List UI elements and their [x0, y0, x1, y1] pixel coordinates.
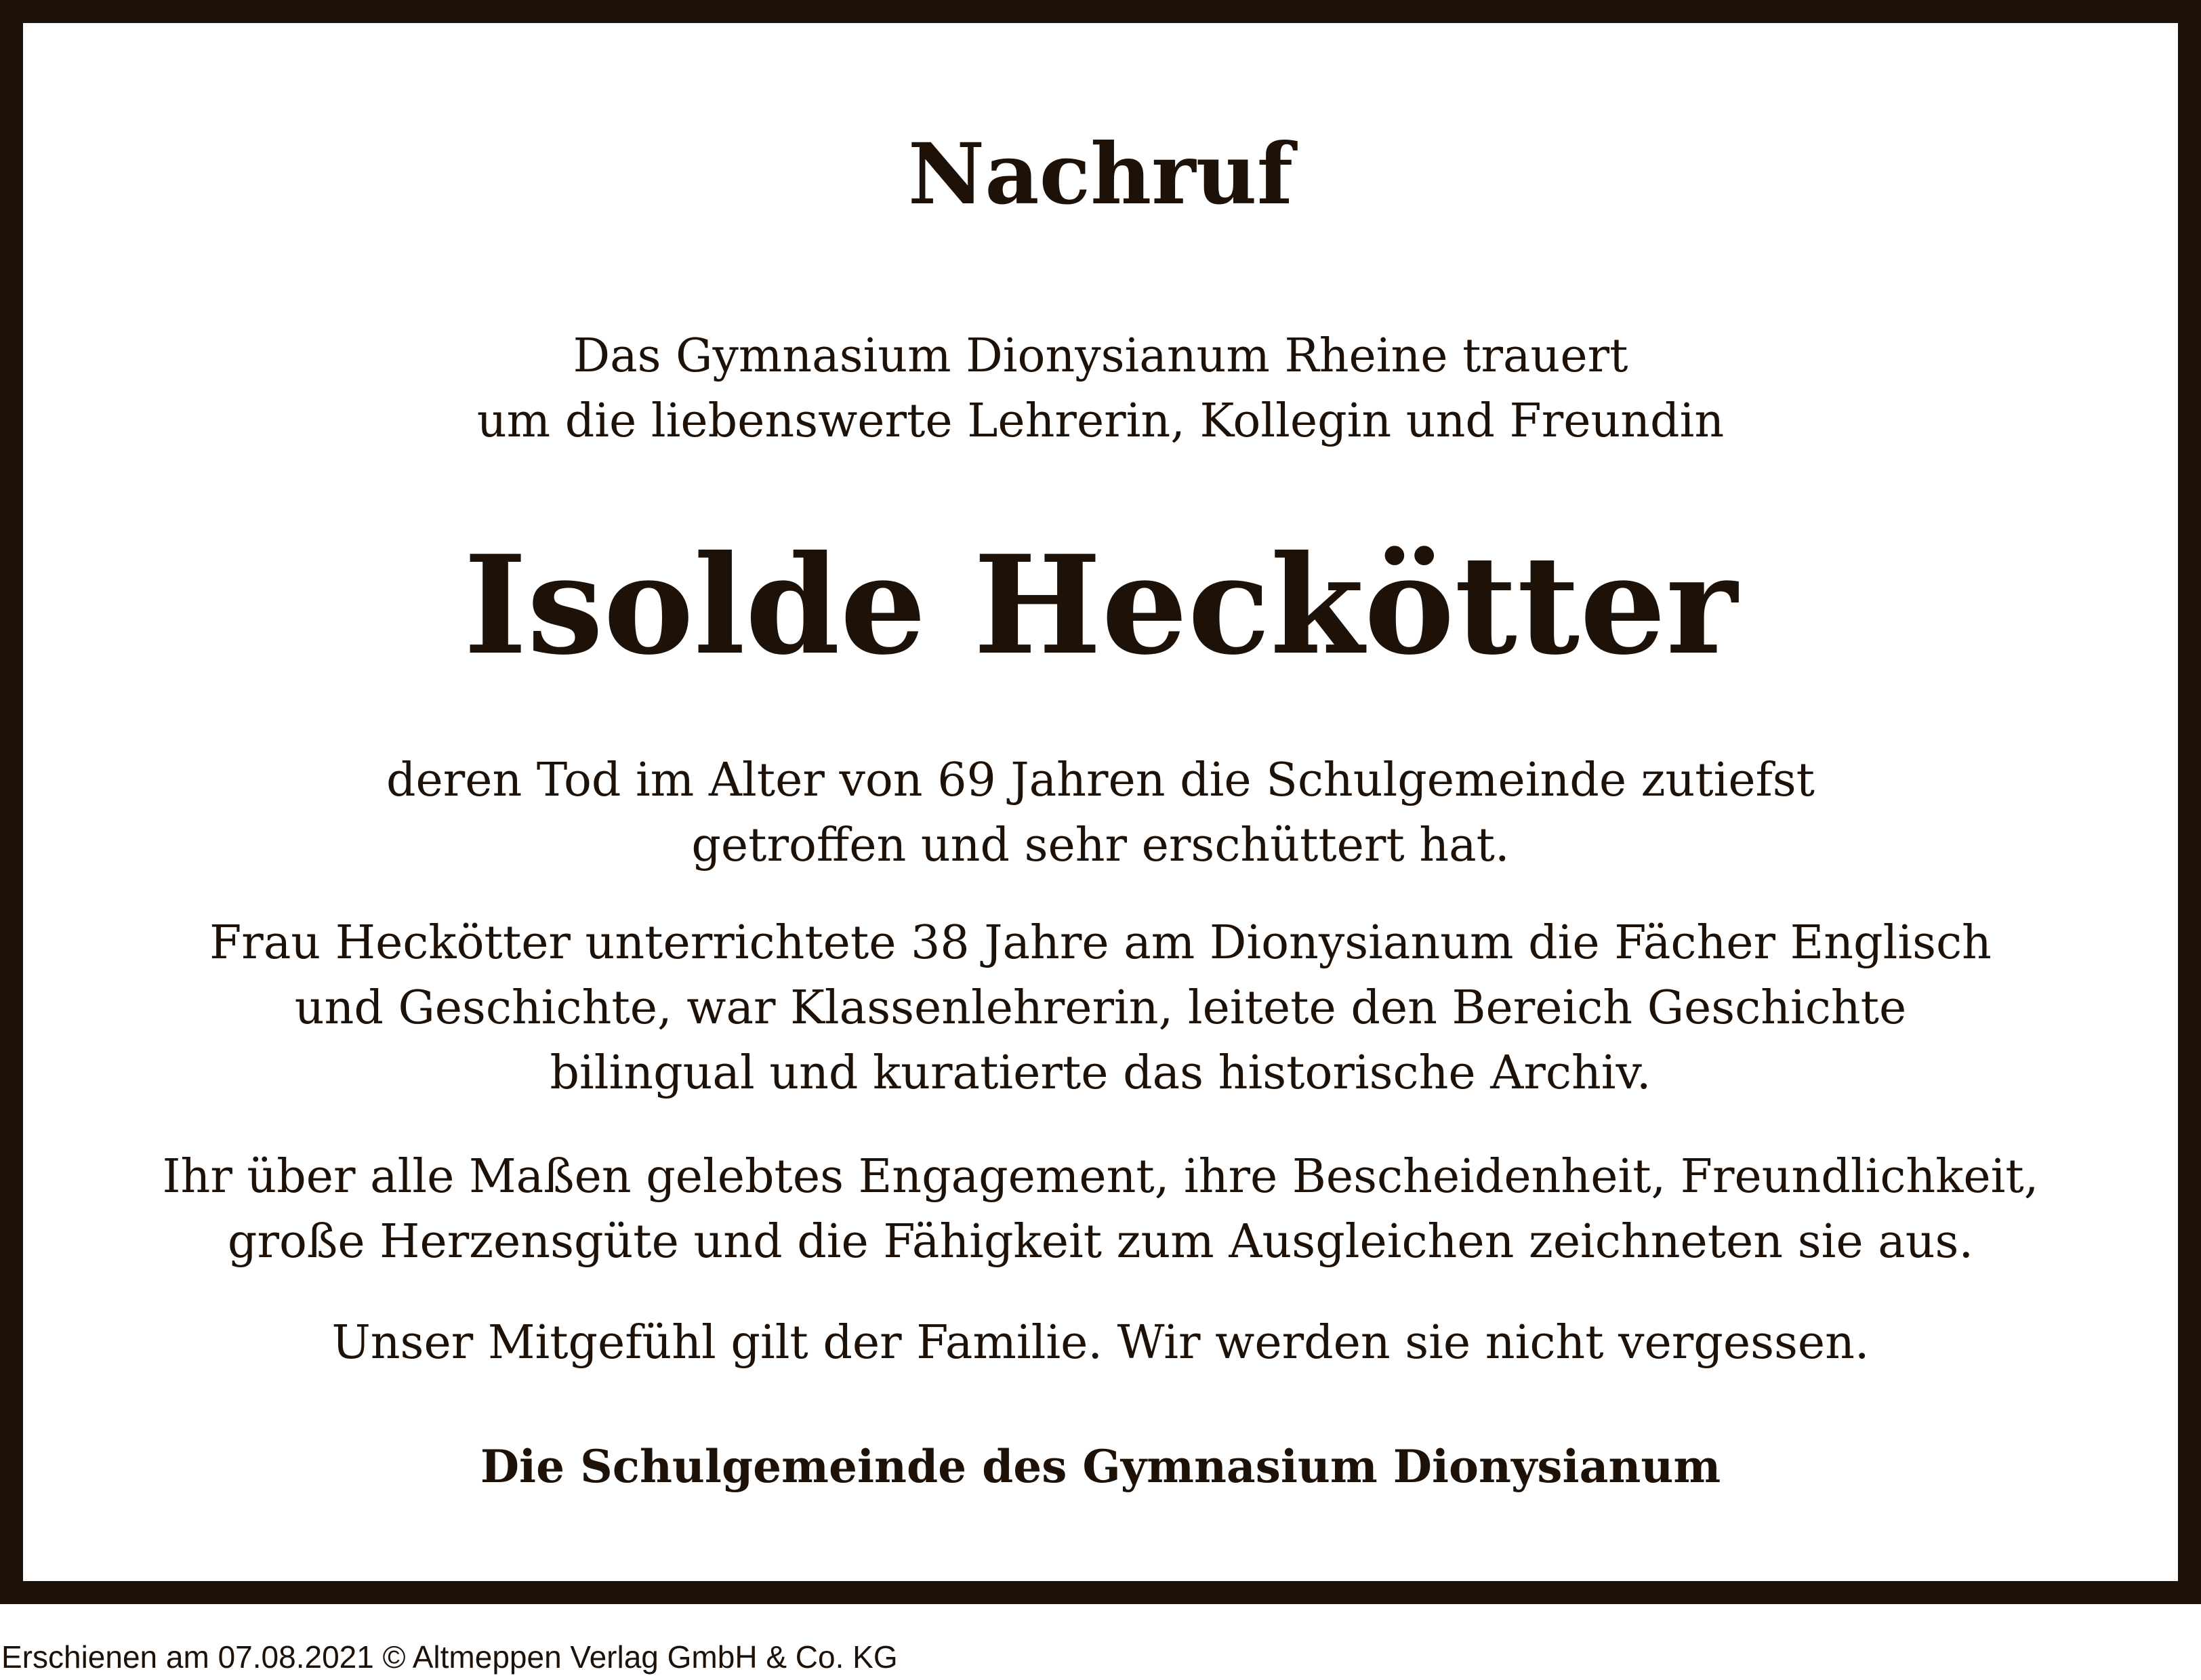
signature: Die Schulgemeinde des Gymnasium Dionysianum [480, 1440, 1721, 1493]
publication-note: Erschienen am 07.08.2021 © Altmeppen Verlag GmbH & Co. KG [1, 1639, 898, 1675]
intro-text [23, 324, 2178, 454]
deceased-name: Isolde Heckötter [464, 526, 1737, 685]
paragraph-line: große Herzensgüte und die Fähigkeit zum Ausgleichen zeichneten sie aus. [227, 1215, 1974, 1269]
notice-title: Nachruf [907, 125, 1294, 224]
paragraph-traits [23, 1145, 2178, 1275]
paragraph-sympathy [23, 1311, 2178, 1376]
intro-line: um die liebenswerte Lehrerin, Kollegin und Freundin [476, 394, 1725, 448]
intro-line: Das Gymnasium Dionysianum Rheine trauert [573, 329, 1628, 383]
paragraph-line: und Geschichte, war Klassenlehrerin, leitete den Bereich Geschichte [294, 981, 1907, 1035]
paragraph-line: deren Tod im Alter von 69 Jahren die Schulgemeinde zutiefst [386, 754, 1815, 807]
paragraph-line: Unser Mitgefühl gilt der Familie. Wir werden sie nicht vergessen. [331, 1316, 1870, 1370]
paragraph-career [23, 911, 2178, 1106]
paragraph-line: Ihr über alle Maßen gelebtes Engagement, ihre Bescheidenheit, Freundlichkeit, [162, 1150, 2039, 1204]
paragraph-line: bilingual und kuratierte das historische Archiv. [550, 1046, 1651, 1100]
paragraph-line: getroffen und sehr erschüttert hat. [691, 819, 1510, 872]
paragraph-death [23, 748, 2178, 878]
paragraph-line: Frau Heckötter unterrichtete 38 Jahre am Dionysianum die Fächer Englisch [209, 916, 1992, 970]
